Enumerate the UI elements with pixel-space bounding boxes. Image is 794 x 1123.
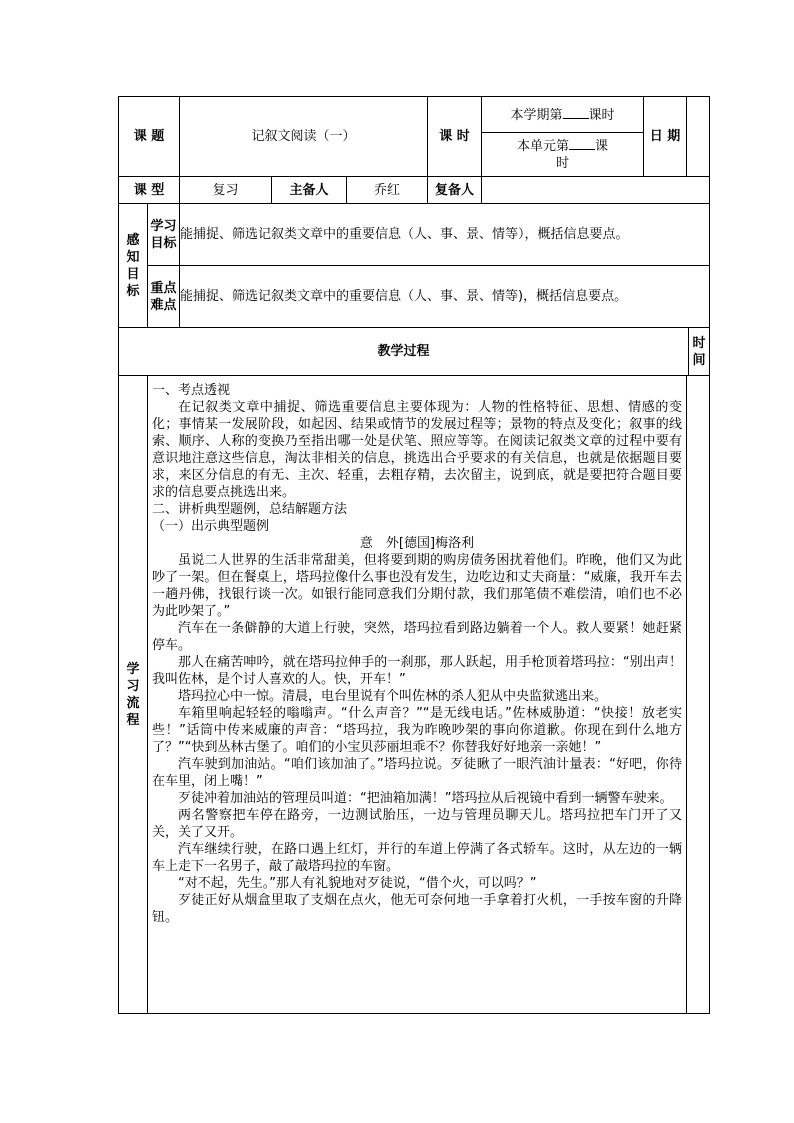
- key-points-label: 重点 难点: [148, 266, 180, 328]
- story-paragraph: 汽车驶到加油站。“咱们该加油了。”塔玛拉说。歹徒瞅了一眼汽油计量表：“好吧，你待在车里，闭上嘴！”: [152, 757, 683, 789]
- process-title: 教学过程: [119, 328, 689, 376]
- section-heading: 二、讲析典型题例，总结解题方法: [152, 502, 348, 517]
- co-prep-value: [482, 177, 710, 204]
- main-prep-value: 乔红: [347, 177, 428, 204]
- time-label: 时 间: [689, 328, 710, 376]
- unit-hours: 本单元第 课 时: [482, 133, 644, 177]
- learning-goal-label: 学习 目标: [148, 204, 180, 266]
- date-value: [687, 97, 710, 177]
- semester-hours: 本学期第 课时: [482, 97, 644, 133]
- story-paragraph: 车箱里响起轻轻的嗡嗡声。“什么声音？”“是无线电话。”佐林威胁道：“快接！放老实些！”话筒中传来威廉的声音：“塔玛拉，我为昨晚吵架的事向你道歉。你现在到什么地方了？”“快到丛林古堡了。咱们的小宝贝莎丽坦乖不？你替我好好地亲一亲她！”: [152, 706, 683, 755]
- section-paragraph: 在记叙类文章中捕捉、筛选重要信息主要体现为：人物的性格特征、思想、情感的变化；事情某一发展阶段，如起因、结果或情节的发展过程等；景物的特点及变化；叙事的线索、顺序、人称的变换乃至指出哪一处是伏笔、照应等等。在阅读记叙类文章的过程中要有意识地注意这些信息，淘汰非相关的信息，挑选出合乎要求的有关信息，也就是依据题目要求，来区分信息的有无、主次、轻重，去粗存精，去次留主，说到底，就是要把符合题目要求的信息要点挑选出来。: [152, 400, 683, 500]
- story-paragraph: 汽车继续行驶，在路口遇上红灯，并行的车道上停满了各式轿车。这时，从左边的一辆车上走下一名男子，敲了敲塔玛拉的车窗。: [152, 842, 683, 874]
- story-paragraph: 歹徒冲着加油站的管理员叫道：“把油箱加满！”塔玛拉从后视镜中看到一辆警车驶来。: [178, 791, 673, 806]
- story-paragraph: 歹徒正好从烟盒里取了支烟在点火，他无可奈何地一手拿着打火机，一手按车窗的升降钮。: [152, 893, 683, 925]
- story-paragraph: 塔玛拉心中一惊。清晨，电台里说有个叫佐林的杀人犯从中央监狱逃出来。: [178, 689, 608, 704]
- lesson-plan-table: [118, 96, 710, 1014]
- story-title: 意 外[德国]梅洛利: [359, 536, 475, 551]
- process-side-label: 学 习 流 程: [119, 376, 148, 1014]
- section-subheading: （一）出示典型题例: [152, 519, 270, 534]
- time-column: [687, 376, 710, 1014]
- main-prep-label: 主备人: [272, 177, 347, 204]
- story-paragraph: “对不起，先生。”那人有礼貌地对歹徒说，“借个火，可以吗？”: [178, 876, 537, 891]
- learning-goal-text: 能捕捉、筛选记叙类文章中的重要信息（人、事、景、情等），概括信息要点。: [180, 204, 710, 266]
- goals-group-label: 感 知 目 标: [119, 204, 148, 328]
- story-paragraph: 两名警察把车停在路旁，一边测试胎压，一边与管理员聊天儿。塔玛拉把车门开了又关，关了又开。: [152, 808, 683, 840]
- topic-label: 课 题: [119, 97, 180, 177]
- type-value: 复习: [180, 177, 272, 204]
- date-label: 日 期: [644, 97, 687, 177]
- hours-label: 课 时: [428, 97, 482, 177]
- topic-value: 记叙文阅读（一）: [180, 97, 428, 177]
- story-paragraph: 那人在痛苦呻吟，就在塔玛拉伸手的一刹那，那人跃起，用手枪顶着塔玛拉：“别出声！我叫佐林，是个讨人喜欢的人。快，开车！”: [152, 655, 683, 687]
- key-points-text: 能捕捉、筛选记叙类文章中的重要信息（人、事、景、情等)，概括信息要点。: [180, 266, 710, 328]
- co-prep-label: 复备人: [428, 177, 482, 204]
- type-label: 课 型: [119, 177, 180, 204]
- section-heading: 一、考点透视: [152, 383, 231, 398]
- process-content: [148, 376, 687, 1014]
- story-paragraph: 虽说二人世界的生活非常甜美，但将要到期的购房债务困扰着他们。昨晚，他们又为此吵了一架。但在餐桌上，塔玛拉像什么事也没有发生，边吃边和丈夫商量：“威廉，我开车去一趟丹佛，找银行谈一次。如银行能同意我们分期付款，我们那笔债不难偿清，咱们也不必为此吵架了。”: [152, 553, 683, 619]
- story-paragraph: 汽车在一条僻静的大道上行驶，突然，塔玛拉看到路边躺着一个人。救人要紧！她赶紧停车。: [152, 621, 683, 653]
